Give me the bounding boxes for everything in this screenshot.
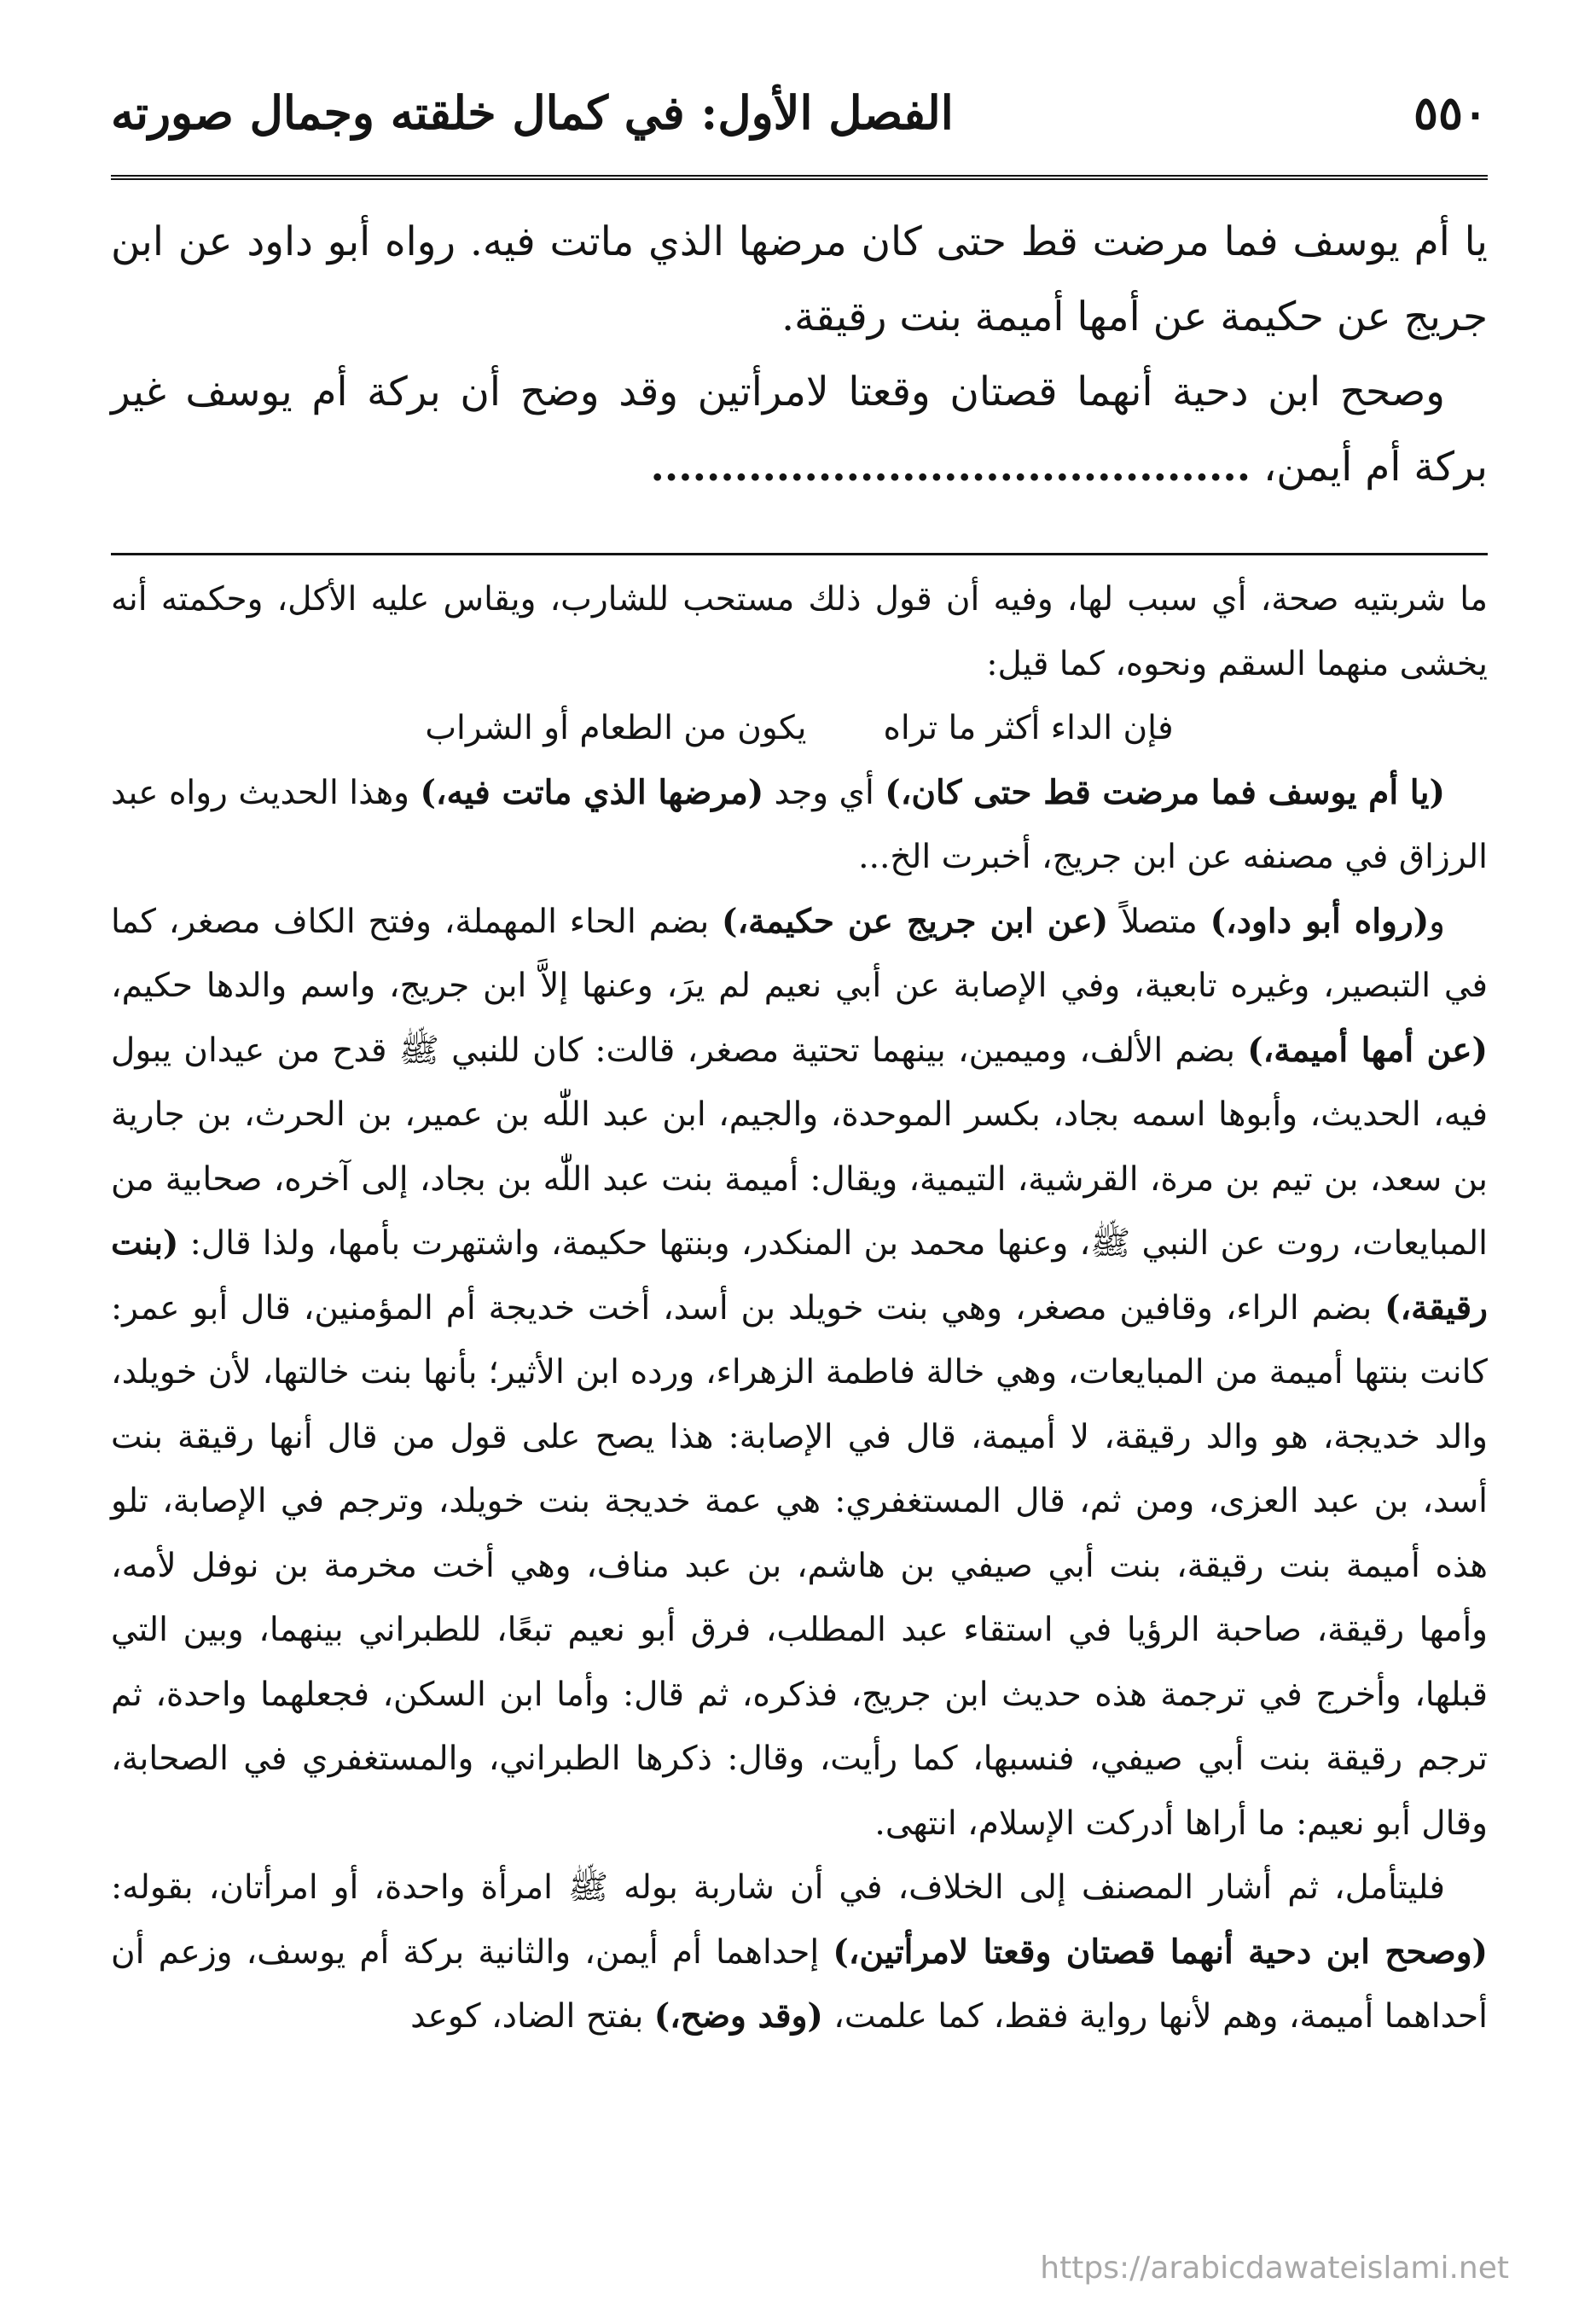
footnote-rule bbox=[111, 553, 1488, 555]
page-number: ٥٥٠ bbox=[1413, 85, 1488, 140]
main-paragraph-1: يا أم يوسف فما مرضت قط حتى كان مرضها الذي ماتت فيه. رواه أبو داود عن ابن جريج عن حكيمة عن أمها أميمة بنت رقيقة. bbox=[111, 218, 1488, 340]
poetry-verse bbox=[111, 696, 1488, 761]
page-header bbox=[111, 85, 1488, 154]
quoted-phrase: (بنت رقيقة،) bbox=[111, 1223, 1488, 1328]
quoted-phrase: (مرضها الذي ماتت فيه،) bbox=[420, 772, 764, 812]
header-rule bbox=[111, 175, 1488, 180]
commentary-text: وهذا الحديث رواه عبد الرزاق في مصنفه عن ابن جريج، أخبرت الخ... bbox=[111, 773, 1488, 876]
main-paragraph-2-text: وصحح ابن دحية أنهما قصتان وقعتا لامرأتين وقد وضح أن بركة أم يوسف غير بركة أم أيمن، bbox=[111, 369, 1488, 491]
commentary-text: بضم الراء، وقافين مصغر، وهي بنت خويلد بن أسد، أخت خديجة أم المؤمنين، قال أبو عمر: كانت بنتها أميمة من المبايعات، وهي خالة فاطمة الزهراء، ورده ابن الأثير؛ بأنها بنت خالتها، لأن خويلد، والد خديجة، هو والد رقيقة، لا أميمة، قال في الإصابة: هذا يصح على قول من قال أنها رقيقة بنت أسد، بن عبد العزى، ومن ثم، قال المستغفري: هي عمة خديجة بنت خويلد، وترجم في الإصابة، تلو هذه أميمة بنت رقيقة، بنت أبي صيفي بن هاشم، بن عبد مناف، وهي أخت مخرمة بن نوفل لأمه، وأمها رقيقة، صاحبة الرؤيا في استقاء عبد المطلب، فرق أبو نعيم تبعًا، للطبراني بينهما، وبين التي قبلها، وأخرج في ترجمة هذه حديث ابن جريج، فذكره، ثم قال: وأما ابن السكن، فجعلهما واحدة، ثم ترجم رقيقة بنت أبي صيفي، فنسبها، كما رأيت، وقال: ذكرها الطبراني، والمستغفري في الصحابة، وقال أبو نعيم: ما أراها أدركت الإسلام، انتهى. bbox=[111, 1288, 1488, 1843]
commentary bbox=[111, 567, 1488, 2049]
commentary-paragraph-2 bbox=[111, 761, 1488, 890]
commentary-text: فليتأمل، ثم أشار المصنف إلى الخلاف، في أن شاربة بوله ﷺ امرأة واحدة، أو امرأتان، بقوله: bbox=[111, 1868, 1445, 1907]
continuation-dots: ........................................... bbox=[650, 444, 1251, 491]
commentary-text: و bbox=[1429, 902, 1446, 941]
quoted-phrase: (عن أمها أميمة،) bbox=[1247, 1030, 1488, 1070]
quoted-phrase: (يا أم يوسف فما مرضت قط حتى كان،) bbox=[885, 772, 1445, 812]
source-watermark: https://arabicdawateislami.net bbox=[1040, 2251, 1509, 2286]
commentary-paragraph-1: ما شربتيه صحة، أي سبب لها، وفيه أن قول ذلك مستحب للشارب، ويقاس عليه الأكل، وحكمته أنه يخشى منهما السقم ونحوه، كما قيل: bbox=[111, 580, 1488, 683]
main-text bbox=[111, 205, 1488, 505]
commentary-text: إحداهما أم أيمن، والثانية بركة أم يوسف، وزعم أن أحداهما أميمة، وهم لأنها رواية فقط، كما علمت، bbox=[111, 1932, 1488, 2036]
verse-first-hemistich: فإن الداء أكثر ما تراه bbox=[883, 709, 1174, 747]
quoted-phrase: (رواه أبو داود،) bbox=[1210, 901, 1430, 941]
commentary-text: أي وجد bbox=[763, 773, 885, 812]
book-page bbox=[111, 0, 1488, 2324]
commentary-text: بضم الحاء المهملة، وفتح الكاف مصغر، كما في التبصير، وغيره تابعية، وفي الإصابة عن أبي نعيم لم يرَ، وعنها إلاَّ ابن جريج، واسم والدها حكيم، bbox=[111, 902, 1488, 1005]
quoted-phrase: (وصحح ابن دحية أنهما قصتان وقعتا لامرأتين،) bbox=[833, 1932, 1488, 1972]
commentary-paragraph-3 bbox=[111, 890, 1488, 1856]
commentary-text: متصلاً bbox=[1108, 902, 1210, 941]
main-paragraph-2 bbox=[111, 355, 1488, 505]
chapter-title: الفصل الأول: في كمال خلقته وجمال صورته bbox=[111, 85, 954, 140]
commentary-text: بفتح الضاد، كوعد bbox=[410, 1997, 654, 2036]
commentary-paragraph-4 bbox=[111, 1856, 1488, 2049]
quoted-phrase: (عن ابن جريج عن حكيمة،) bbox=[722, 901, 1109, 941]
verse-second-hemistich: يكون من الطعام أو الشراب bbox=[425, 709, 807, 747]
commentary-text: بضم الألف، وميمين، بينهما تحتية مصغر، قالت: كان للنبي ﷺ قدح من عيدان يبول فيه، الحديث، وأبوها اسمه بجاد، بكسر الموحدة، والجيم، ابن عبد اللّٰه بن عمير، بن الحرث، بن جارية بن سعد، بن تيم بن مرة، القرشية، التيمية، ويقال: أميمة بنت عبد اللّٰه بن بجاد، إلى آخره، صحابية من المبايعات، روت عن النبي ﷺ، وعنها محمد بن المنكدر، وبنتها حكيمة، واشتهرت بأمها، ولذا قال: bbox=[111, 1031, 1488, 1263]
quoted-phrase: (وقد وضح،) bbox=[653, 1996, 823, 2036]
